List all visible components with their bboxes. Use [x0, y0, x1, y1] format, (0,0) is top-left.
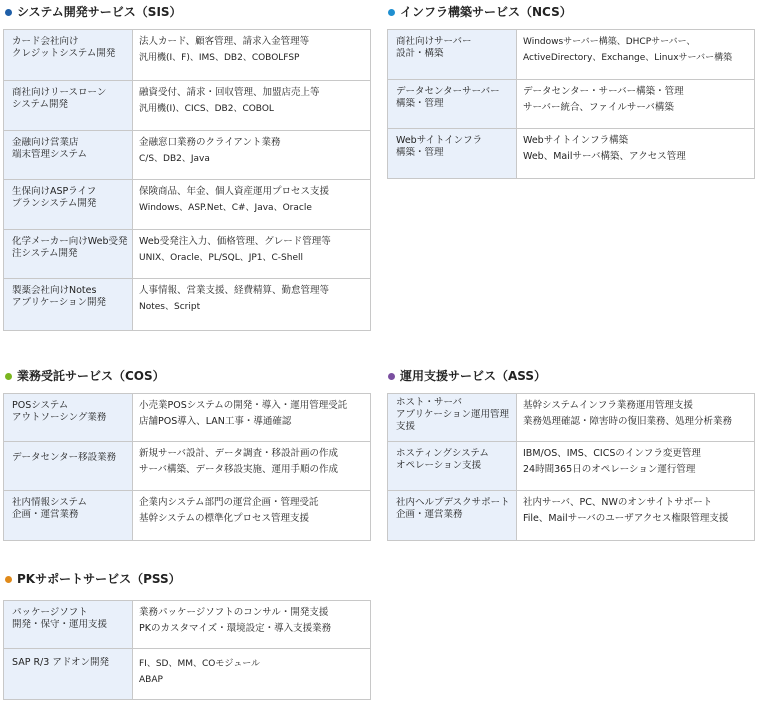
- label-line: 構築・管理: [396, 147, 444, 158]
- service-table: [3, 600, 371, 700]
- detail-line: 人事情報、営業支援、経費精算、勤怠管理等: [139, 285, 330, 296]
- table-row: [4, 441, 370, 490]
- label-line: データセンターサーバー: [396, 86, 500, 97]
- row-details: [133, 30, 309, 80]
- table-row: [388, 128, 754, 178]
- label-line: カード会社向け: [12, 36, 79, 47]
- table-row: [388, 79, 754, 128]
- label-line: POSシステム: [12, 400, 69, 411]
- label-line: SAP R/3 アドオン開発: [12, 657, 110, 668]
- row-label: [4, 601, 133, 648]
- table-row: [4, 490, 370, 540]
- detail-line: FI、SD、MM、COモジュール: [139, 659, 261, 669]
- row-label: [388, 30, 517, 79]
- section-title-text: システム開発サービス（SIS）: [17, 5, 182, 19]
- label-line: オペレーション支援: [396, 460, 482, 471]
- section-pss-title: [5, 572, 181, 586]
- detail-line: データセンター・サーバー構築・管理: [523, 86, 684, 97]
- table-row: [4, 130, 370, 179]
- row-label: [4, 394, 133, 441]
- detail-line: 保険商品、年金、個人資産運用プロセス支援: [139, 186, 330, 197]
- label-line: プランシステム開発: [12, 198, 97, 209]
- detail-line: 汎用機(I、F)、IMS、DB2、COBOLFSP: [139, 53, 300, 63]
- row-details: [133, 442, 338, 490]
- label-line: ホスティングシステム: [396, 448, 489, 459]
- table-row: [4, 648, 370, 699]
- label-line: 商社向けリースローン: [12, 87, 107, 98]
- detail-line: 業務処理確認・障害時の復旧業務、処理分析業務: [523, 416, 733, 427]
- service-table: [3, 393, 371, 541]
- label-line: 商社向けサーバー: [396, 36, 472, 47]
- section-cos-title: [5, 369, 165, 383]
- label-line: パッケージソフト: [12, 607, 88, 618]
- label-line: 支援: [396, 421, 416, 432]
- detail-line: IBM/OS、IMS、CICSのインフラ変更管理: [523, 448, 701, 459]
- label-line: 端末管理システム: [12, 149, 88, 160]
- label-line: 製薬会社向けNotes: [12, 285, 97, 296]
- section-sis-title: [5, 5, 182, 19]
- table-row: [4, 80, 370, 130]
- row-label: [4, 279, 133, 330]
- row-details: [517, 491, 728, 540]
- table-row: [4, 394, 370, 441]
- label-line: 企画・運営業務: [12, 509, 79, 520]
- row-label: [4, 81, 133, 130]
- detail-line: 金融窓口業務のクライアント業務: [139, 137, 281, 148]
- detail-line: 基幹システムの標準化プロセス管理支援: [139, 513, 310, 524]
- label-line: 構築・管理: [396, 98, 444, 109]
- row-details: [517, 129, 686, 178]
- detail-line: PKのカスタマイズ・環境設定・導入支援業務: [139, 623, 332, 634]
- label-line: 金融向け営業店: [12, 137, 79, 148]
- detail-line: 24時間365日のオペレーション運行管理: [523, 464, 696, 475]
- detail-line: 基幹システムインフラ業務運用管理支援: [523, 400, 693, 411]
- service-table: [387, 393, 755, 541]
- row-details: [133, 230, 331, 278]
- section-title-text: PKサポートサービス（PSS）: [17, 572, 181, 586]
- row-details: [133, 491, 319, 540]
- service-table: [3, 29, 371, 331]
- detail-line: サーバー統合、ファイルサーバ構築: [523, 102, 674, 113]
- label-line: 設計・構築: [396, 48, 444, 59]
- detail-line: ActiveDirectory、Exchange、Linuxサーバー構築: [523, 53, 733, 63]
- row-label: [388, 442, 517, 490]
- row-details: [517, 442, 701, 490]
- service-table: [387, 29, 755, 179]
- table-row: [4, 179, 370, 229]
- row-label: [388, 129, 517, 178]
- table-row: [4, 30, 370, 80]
- detail-line: Web、Mailサーバ構築、アクセス管理: [523, 151, 686, 162]
- detail-line: サーバ構築、データ移設実施、運用手順の作成: [139, 464, 339, 475]
- detail-line: Web受発注入力、価格管理、グレード管理等: [139, 236, 331, 247]
- row-details: [517, 80, 684, 128]
- label-line: ホスト・サーバ: [396, 397, 463, 408]
- detail-line: Notes、Script: [139, 302, 201, 312]
- row-label: [388, 80, 517, 128]
- row-label: [4, 491, 133, 540]
- detail-line: Windowsサーバー構築、DHCPサーバー、: [523, 37, 696, 47]
- row-details: [517, 394, 732, 441]
- row-label: [388, 491, 517, 540]
- label-line: アプリケーション運用管理: [396, 409, 510, 420]
- detail-line: 法人カード、顧客管理、請求入金管理等: [139, 36, 310, 47]
- label-line: 企画・運営業務: [396, 509, 463, 520]
- row-label: [4, 649, 133, 699]
- row-label: [4, 180, 133, 229]
- section-ncs-title: [388, 5, 572, 19]
- row-label: [4, 442, 133, 490]
- detail-line: 小売業POSシステムの開発・導入・運用管理受託: [139, 400, 348, 411]
- row-details: [133, 81, 320, 130]
- bullet-dot-icon: [388, 9, 395, 16]
- row-label: [388, 394, 517, 441]
- detail-line: UNIX、Oracle、PL/SQL、JP1、C-Shell: [139, 253, 304, 263]
- label-line: 生保向けASPライフ: [12, 186, 97, 197]
- label-line: クレジットシステム開発: [12, 48, 116, 59]
- table-row: [388, 394, 754, 441]
- row-details: [133, 394, 347, 441]
- label-line: アウトソーシング業務: [12, 412, 107, 423]
- bullet-dot-icon: [5, 9, 12, 16]
- label-line: 化学メーカー向けWeb受発: [12, 236, 128, 247]
- detail-line: Windows、ASP.Net、C#、Java、Oracle: [139, 203, 312, 213]
- row-label: [4, 30, 133, 80]
- section-title-text: インフラ構築サービス（NCS）: [400, 5, 572, 19]
- label-line: 社内ヘルプデスクサポート: [396, 497, 510, 508]
- detail-line: File、Mailサーバのユーザアクセス権限管理支援: [523, 513, 729, 524]
- label-line: 社内情報システム: [12, 497, 88, 508]
- detail-line: 業務パッケージソフトのコンサル・開発支援: [139, 607, 329, 618]
- detail-line: 社内サーバ、PC、NWのオンサイトサポート: [523, 497, 713, 508]
- row-label: [4, 230, 133, 278]
- row-details: [517, 30, 732, 79]
- detail-line: C/S、DB2、Java: [139, 154, 210, 164]
- section-ass-title: [388, 369, 546, 383]
- detail-line: 新規サーバ設計、データ調査・移設計画の作成: [139, 448, 339, 459]
- detail-line: 店舗POS導入、LAN工事・導通確認: [139, 416, 292, 427]
- row-details: [133, 131, 281, 179]
- bullet-dot-icon: [388, 373, 395, 380]
- label-line: 開発・保守・運用支援: [12, 619, 108, 630]
- label-line: データセンター移設業務: [12, 452, 117, 463]
- row-details: [133, 649, 260, 699]
- table-row: [4, 278, 370, 330]
- bullet-dot-icon: [5, 576, 12, 583]
- detail-line: 融資受付、請求・回収管理、加盟店売上等: [139, 87, 320, 98]
- label-line: システム開発: [12, 99, 69, 110]
- label-line: Webサイトインフラ: [396, 135, 483, 146]
- table-row: [4, 601, 370, 648]
- detail-line: 汎用機(I)、CICS、DB2、COBOL: [139, 104, 274, 114]
- detail-line: 企業内システム部門の運営企画・管理受託: [139, 497, 319, 508]
- table-row: [4, 229, 370, 278]
- detail-line: ABAP: [139, 675, 163, 685]
- row-details: [133, 601, 331, 648]
- table-row: [388, 30, 754, 79]
- detail-line: Webサイトインフラ構築: [523, 135, 629, 146]
- label-line: アプリケーション開発: [12, 297, 107, 308]
- section-title-text: 業務受託サービス（COS）: [17, 369, 165, 383]
- bullet-dot-icon: [5, 373, 12, 380]
- row-label: [4, 131, 133, 179]
- row-details: [133, 279, 329, 330]
- table-row: [388, 441, 754, 490]
- table-row: [388, 490, 754, 540]
- row-details: [133, 180, 329, 229]
- label-line: 注システム開発: [12, 248, 78, 259]
- section-title-text: 運用支援サービス（ASS）: [400, 369, 547, 383]
